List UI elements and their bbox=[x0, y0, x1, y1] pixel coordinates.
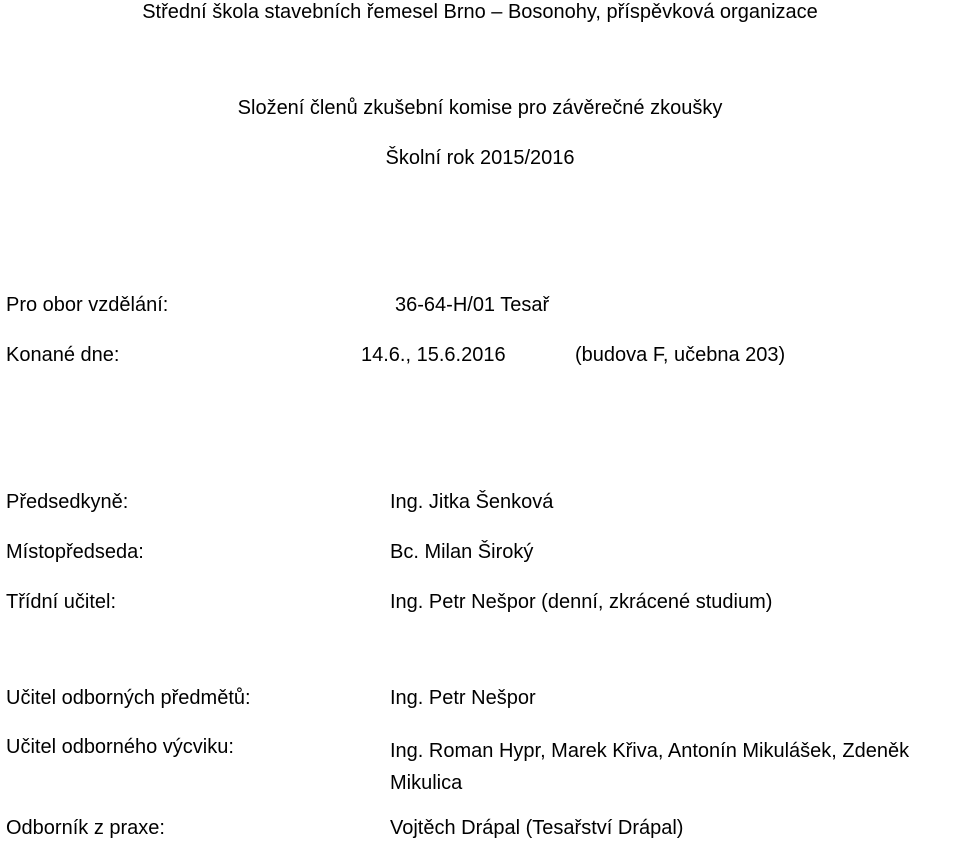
field-value: 36-64-H/01 Tesař bbox=[395, 294, 550, 316]
committee-role-class-teacher: Třídní učitel: bbox=[6, 591, 117, 613]
field-label: Pro obor vzdělání: bbox=[6, 294, 169, 316]
document-title: Složení členů zkušební komise pro závěrečné zkoušky bbox=[237, 97, 723, 119]
date-label: Konané dne: bbox=[6, 344, 120, 366]
committee-name-class-teacher: Ing. Petr Nešpor (denní, zkrácené studium) bbox=[390, 591, 773, 613]
teacher-role-subjects: Učitel odborných předmětů: bbox=[6, 687, 251, 709]
teacher-name-expert: Vojtěch Drápal (Tesařství Drápal) bbox=[390, 817, 684, 839]
teacher-name-training: Ing. Roman Hypr, Marek Křiva, Antonín Mikulášek, Zdeněk Mikulica bbox=[390, 740, 910, 794]
teacher-name-subjects: Ing. Petr Nešpor bbox=[390, 687, 536, 709]
committee-role-vice-chair: Místopředseda: bbox=[6, 541, 144, 563]
date-value: 14.6., 15.6.2016 bbox=[361, 344, 506, 366]
school-name: Střední škola stavebních řemesel Brno – Bosonohy, příspěvková organizace bbox=[142, 1, 818, 23]
committee-role-chair: Předsedkyně: bbox=[6, 491, 129, 513]
teacher-role-expert: Odborník z praxe: bbox=[6, 817, 165, 839]
location-value: (budova F, učebna 203) bbox=[575, 344, 786, 366]
school-year: Školní rok 2015/2016 bbox=[385, 147, 575, 169]
committee-name-vice-chair: Bc. Milan Široký bbox=[390, 541, 534, 563]
teacher-role-training: Učitel odborného výcviku: bbox=[6, 736, 234, 758]
committee-name-chair: Ing. Jitka Šenková bbox=[390, 491, 554, 513]
